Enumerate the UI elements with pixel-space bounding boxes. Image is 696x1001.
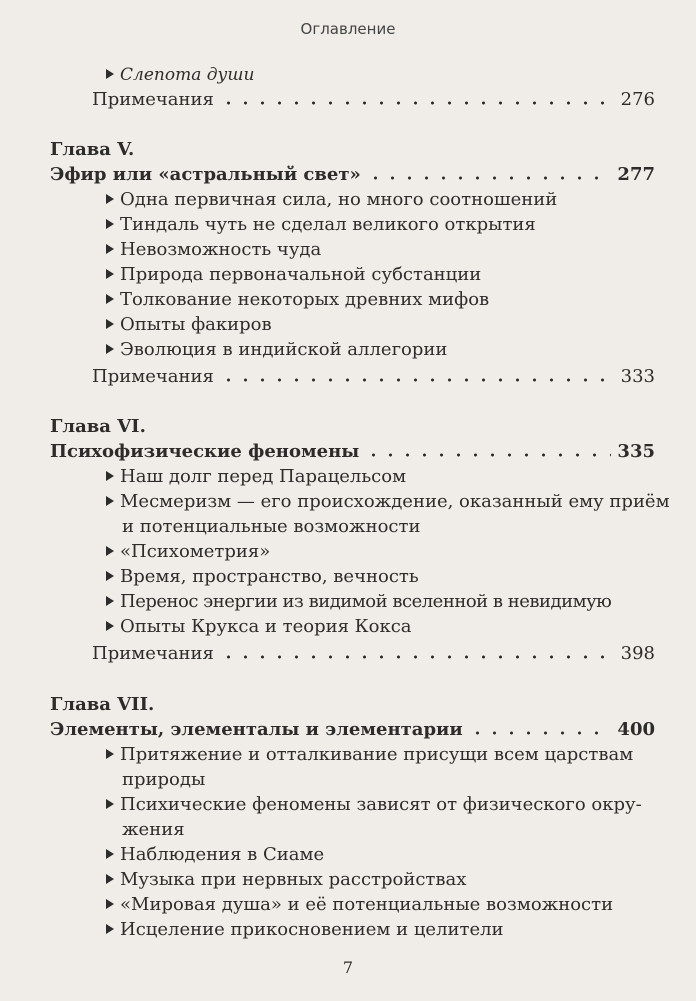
triangle-bullet-icon bbox=[106, 849, 114, 859]
toc-item: Месмеризм — его происхождение, оказанный ему приём bbox=[106, 490, 666, 514]
triangle-bullet-icon bbox=[106, 219, 114, 229]
toc-notes: Примечания 398 bbox=[92, 643, 655, 664]
running-header: Оглавление bbox=[300, 20, 396, 38]
chapter-label: Глава VII. bbox=[50, 694, 155, 715]
chapter-title: Психофизические феномены 335 bbox=[50, 441, 655, 462]
toc-item: Перенос энергии из видимой вселенной в невидимую bbox=[106, 590, 666, 614]
toc-item: «Мировая душа» и её потенциальные возможности bbox=[106, 893, 666, 917]
triangle-bullet-icon bbox=[106, 621, 114, 631]
dot-leader bbox=[220, 100, 615, 106]
triangle-bullet-icon bbox=[106, 799, 114, 809]
toc-item: Психические феномены зависят от физического окру- bbox=[106, 793, 666, 817]
chapter-label: Глава VI. bbox=[50, 416, 146, 437]
toc-item-continuation: жения bbox=[122, 819, 185, 840]
dot-leader bbox=[220, 377, 615, 383]
triangle-bullet-icon bbox=[106, 874, 114, 884]
chapter-title: Эфир или «астральный свет» 277 bbox=[50, 164, 655, 185]
triangle-bullet-icon bbox=[106, 899, 114, 909]
triangle-bullet-icon bbox=[106, 571, 114, 581]
toc-item: Наблюдения в Сиаме bbox=[106, 843, 666, 867]
triangle-bullet-icon bbox=[106, 269, 114, 279]
toc-item: Наш долг перед Парацельсом bbox=[106, 465, 666, 489]
triangle-bullet-icon bbox=[106, 294, 114, 304]
triangle-bullet-icon bbox=[106, 546, 114, 556]
triangle-bullet-icon bbox=[106, 244, 114, 254]
chapter-label: Глава V. bbox=[50, 139, 135, 160]
toc-item: Одна первичная сила, но много соотношений bbox=[106, 188, 666, 212]
toc-item: Время, пространство, вечность bbox=[106, 565, 666, 589]
triangle-bullet-icon bbox=[106, 596, 114, 606]
dot-leader bbox=[220, 654, 615, 660]
toc-item-continuation: и потенциальные возможности bbox=[122, 516, 421, 537]
toc-item: Исцеление прикосновением и целители bbox=[106, 918, 666, 942]
page-number: 7 bbox=[342, 958, 354, 977]
dot-leader bbox=[365, 452, 611, 458]
dot-leader bbox=[367, 175, 612, 181]
toc-item: Невозможность чуда bbox=[106, 238, 666, 262]
triangle-bullet-icon bbox=[106, 319, 114, 329]
triangle-bullet-icon bbox=[106, 69, 114, 79]
toc-notes: Примечания 333 bbox=[92, 366, 655, 387]
toc-notes: Примечания 276 bbox=[92, 89, 655, 110]
toc-item: Толкование некоторых древних мифов bbox=[106, 288, 666, 312]
dot-leader bbox=[469, 730, 612, 736]
chapter-title: Элементы, элементалы и элементарии 400 bbox=[50, 719, 655, 740]
toc-item: Музыка при нервных расстройствах bbox=[106, 868, 666, 892]
toc-item: Опыты факиров bbox=[106, 313, 666, 337]
triangle-bullet-icon bbox=[106, 194, 114, 204]
toc-item-continuation: природы bbox=[122, 769, 206, 790]
toc-item: Притяжение и отталкивание присущи всем царствам bbox=[106, 743, 666, 767]
toc-item: Опыты Крукса и теория Кокса bbox=[106, 615, 666, 639]
toc-item: Слепота души bbox=[106, 63, 666, 87]
toc-item: Природа первоначальной субстанции bbox=[106, 263, 666, 287]
triangle-bullet-icon bbox=[106, 344, 114, 354]
triangle-bullet-icon bbox=[106, 924, 114, 934]
toc-item: «Психометрия» bbox=[106, 540, 666, 564]
triangle-bullet-icon bbox=[106, 749, 114, 759]
triangle-bullet-icon bbox=[106, 471, 114, 481]
toc-item: Тиндаль чуть не сделал великого открытия bbox=[106, 213, 666, 237]
toc-item: Эволюция в индийской аллегории bbox=[106, 338, 666, 362]
triangle-bullet-icon bbox=[106, 496, 114, 506]
